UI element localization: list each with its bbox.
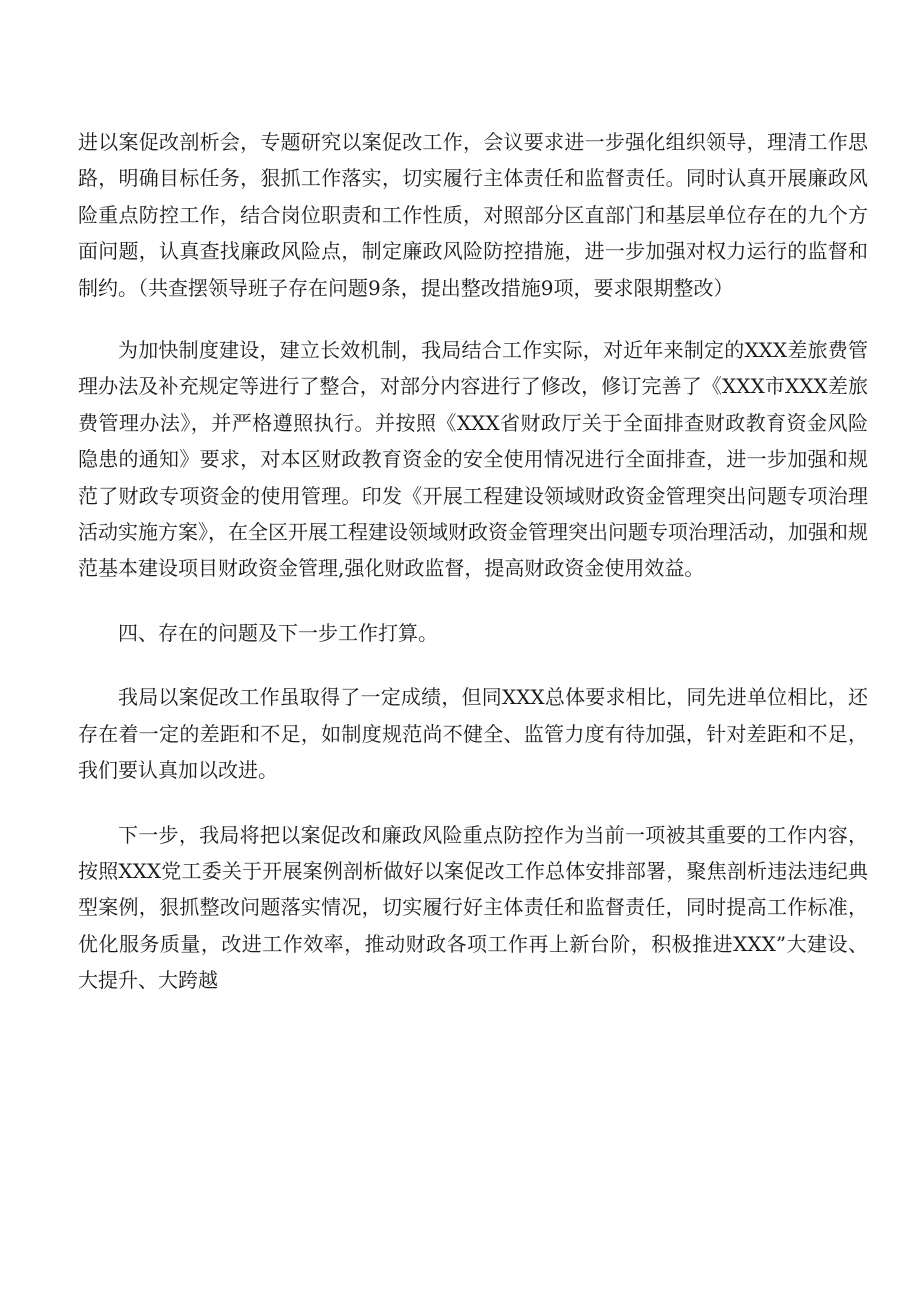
- paragraph-continuation: 进以案促改剖析会，专题研究以案促改工作，会议要求进一步强化组织领导，理清工作思路，明确目标任务，狠抓工作落实，切实履行主体责任和监督责任。同时认真开展廉政风险重点防控工作，结合岗位职责和工作性质，对照部分区直部门和基层单位存在的九个方面问题，认真查找廉政风险点，制定廉政风险防控措施，进一步加强对权力运行的监督和制约。（共查摆领导班子存在问题9条，提出整改措施9项，要求限期整改）: [78, 130, 868, 300]
- document-body: [78, 124, 868, 999]
- section-heading-problems-next-steps: 四、存在的问题及下一步工作打算。: [118, 620, 438, 645]
- paragraph-shortcomings: 我局以案促改工作虽取得了一定成绩，但同XXX总体要求相比，同先进单位相比，还存在着一定的差距和不足，如制度规范尚不健全、监管力度有待加强，针对差距和不足，我们要认真加以改进。: [78, 685, 868, 783]
- paragraph-next-steps: 下一步，我局将把以案促改和廉政风险重点防控作为当前一项被其重要的工作内容，按照XXX党工委关于开展案例剖析做好以案促改工作总体安排部署，聚焦剖析违法违纪典型案例，狠抓整改问题落实情况，切实履行好主体责任和监督责任，同时提高工作标准，优化服务质量，改进工作效率，推动财政各项工作再上新台阶，积极推进XXX”大建设、大提升、大跨越: [78, 822, 868, 993]
- paragraph-system-building: 为加快制度建设，建立长效机制，我局结合工作实际，对近年来制定的XXX差旅费管理办法及补充规定等进行了整合，对部分内容进行了修改，修订完善了《XXX市XXX差旅费管理办法》，并严格遵照执行。并按照《XXX省财政厅关于全面排查财政教育资金风险隐患的通知》要求，对本区财政教育资金的安全使用情况进行全面排查，进一步加强和规范了财政专项资金的使用管理。印发《开展工程建设领域财政资金管理突出问题专项治理活动实施方案》，在全区开展工程建设领域财政资金管理突出问题专项治理活动，加强和规范基本建设项目财政资金管理,强化财政监督，提高财政资金使用效益。: [78, 338, 868, 581]
